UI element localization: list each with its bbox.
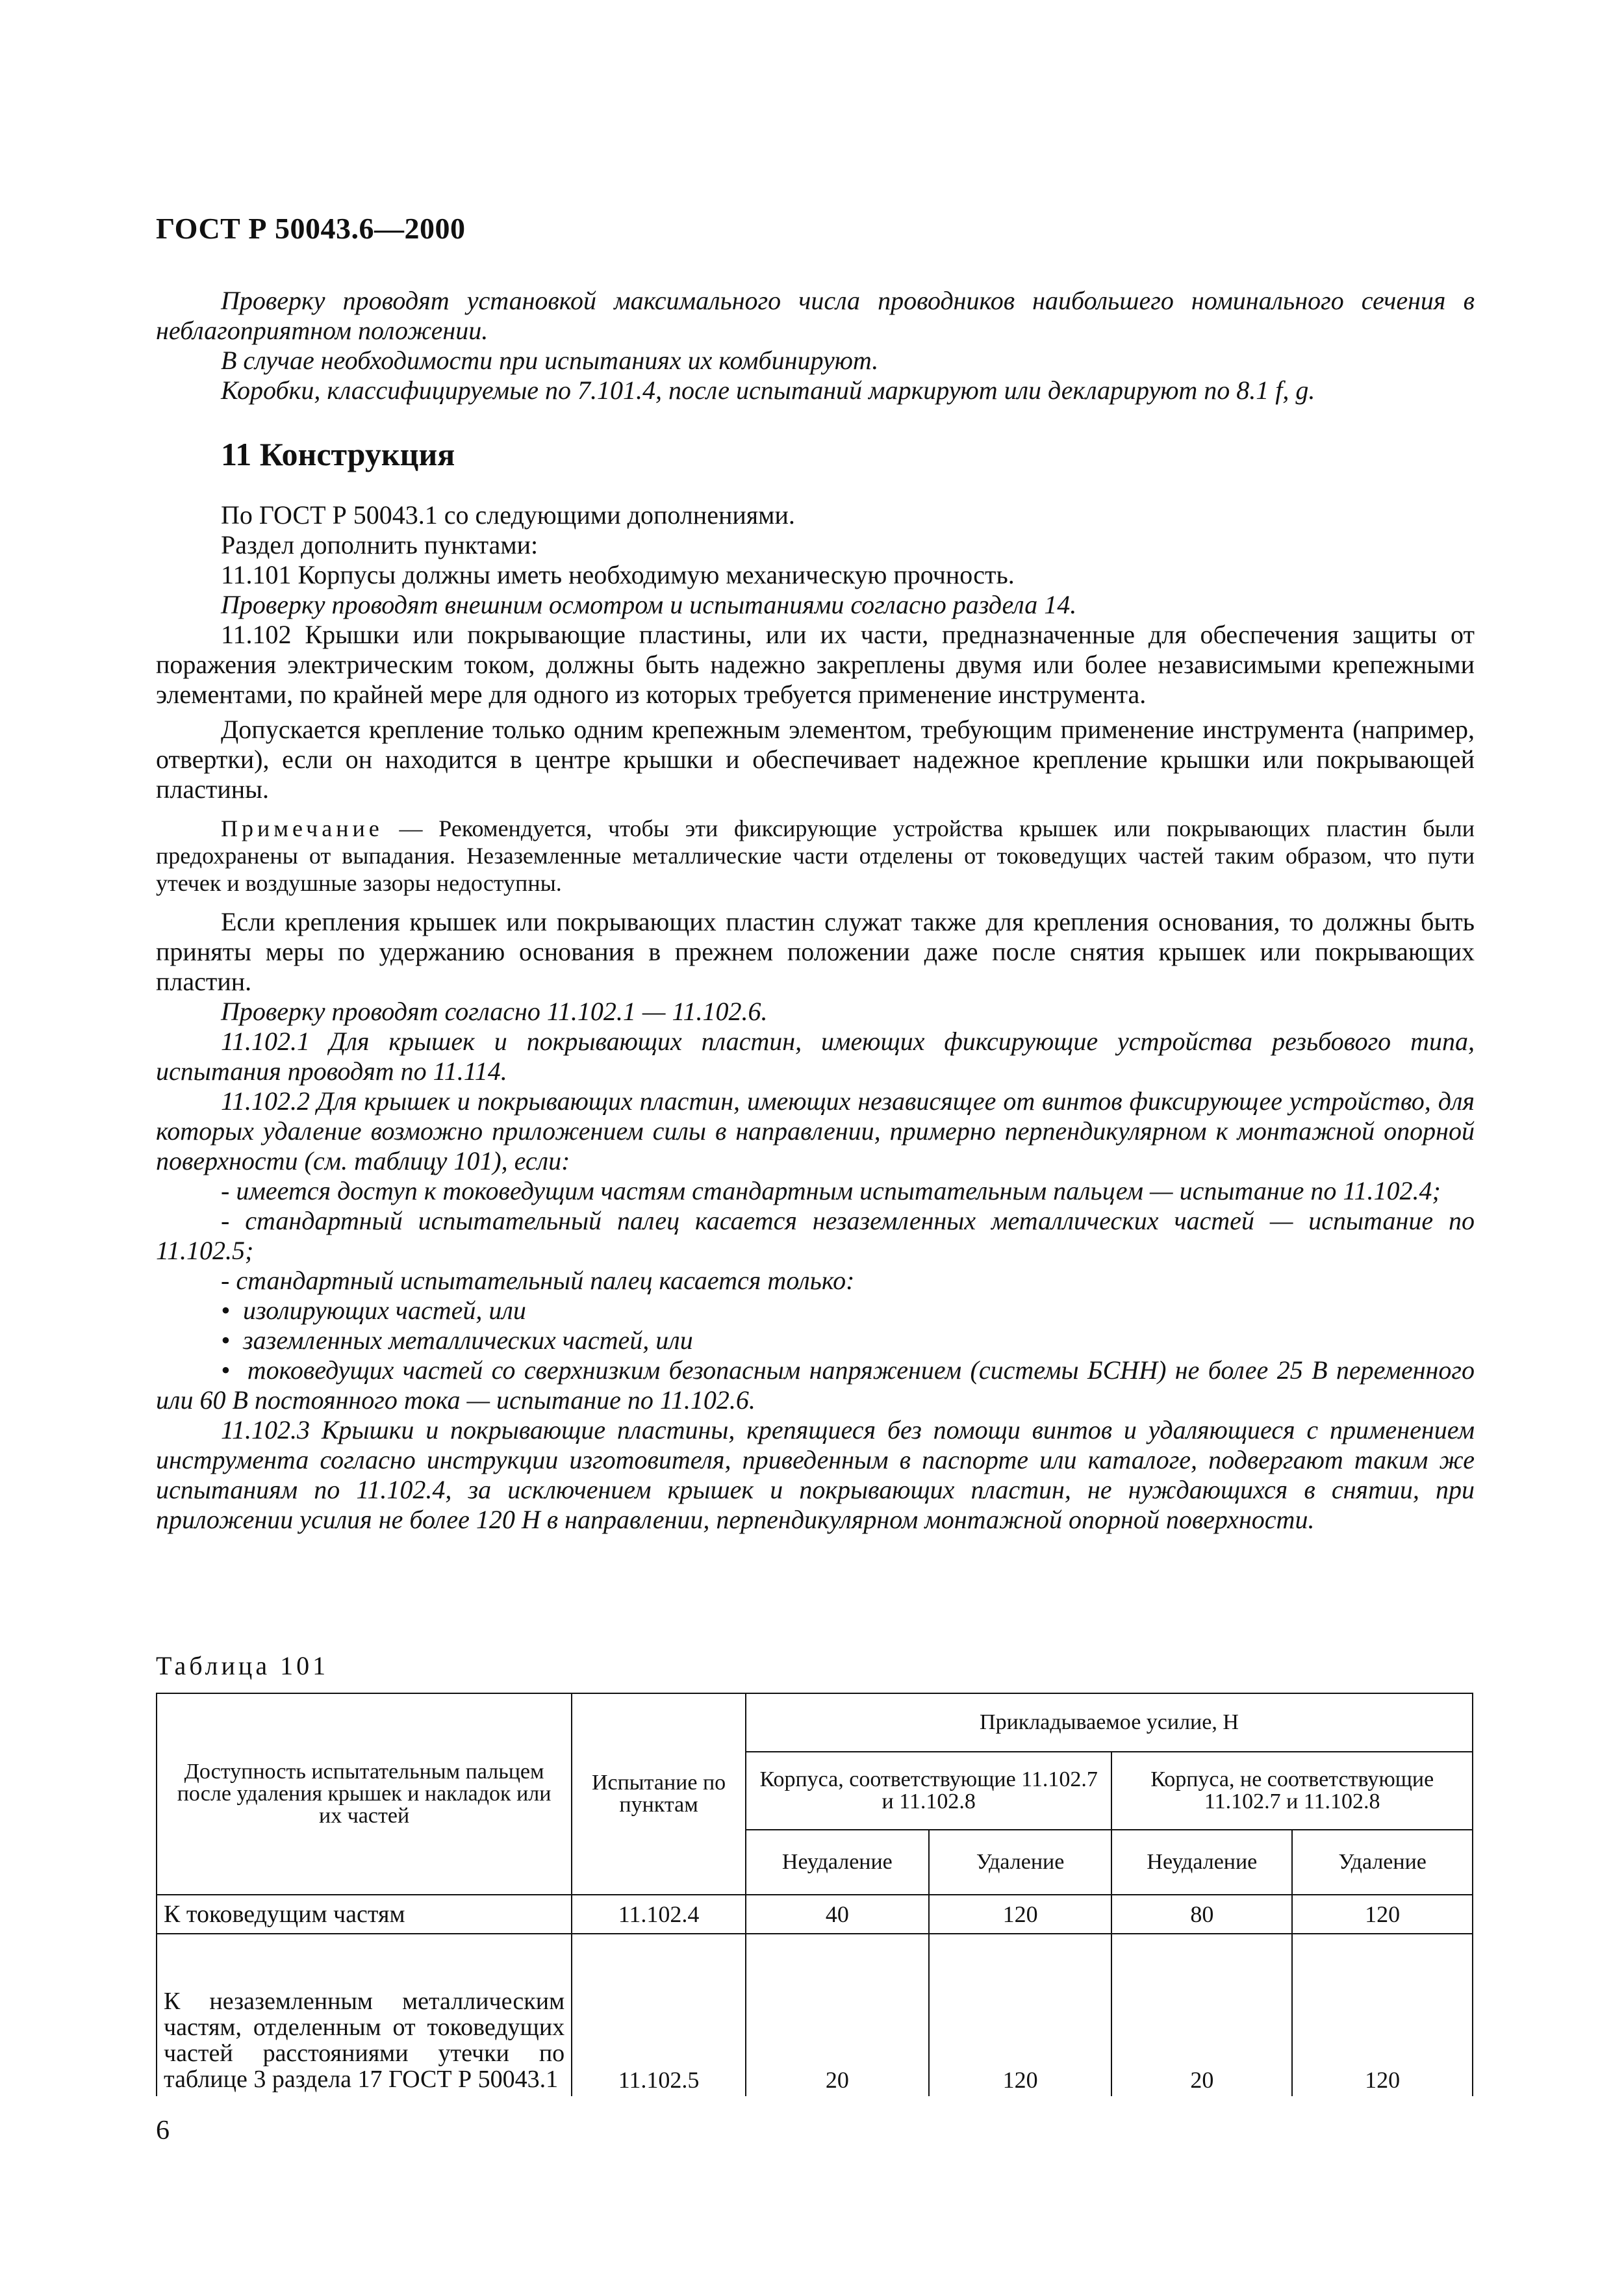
cell-test: 11.102.5 [572,1934,746,2096]
bullet-item [156,1355,1475,1415]
header-removal: Удаление [929,1830,1112,1895]
cell-test: 11.102.4 [572,1895,746,1934]
paragraph: По ГОСТ Р 50043.1 со следующими дополнениями. [221,500,795,530]
section-body [156,500,1475,1535]
table-row [157,1934,1473,2096]
table-caption: Таблица 101 [156,1651,329,1680]
paragraph: 11.102.3 Крышки и покрывающие пластины, крепящиеся без помощи винтов и удаляющиеся с применением инструмента согласно инструкции изготовителя, приведенным в паспорте или каталоге, подвергают таким же испытаниям по 11.102.4, за исключением крышек и покрывающих пластин, не нуждающихся в снятии, при приложении усилия не более 120 Н в направлении, перпендикулярном монтажной опорной поверхности. [156,1415,1475,1534]
intro-paragraph: Коробки, классифицируемые по 7.101.4, после испытаний маркируют или декларируют по 8.1 f, g. [221,376,1315,405]
intro-paragraph: В случае необходимости при испытаниях их комбинируют. [221,346,879,375]
cell-value: 120 [1292,1895,1473,1934]
page-number: 6 [156,2116,170,2146]
dash-item: - имеется доступ к токоведущим частям стандартным испытательным пальцем — испытание по 11.102.4; [221,1176,1441,1205]
header-group-noncompliant: Корпуса, не соответствующие 11.102.7 и 11.102.8 [1111,1752,1473,1830]
paragraph: 11.102.2 Для крышек и покрывающих пластин, имеющих независящее от винтов фиксирующее устройство, для которых удаление возможно приложением силы в направлении, примерно перпендикулярном к монтажной опорной поверхности (см. таблицу 101), если: [156,1086,1475,1175]
bullet-text: заземленных металлических частей, или [243,1326,693,1355]
paragraph: Проверку проводят внешним осмотром и испытаниями согласно раздела 14. [221,590,1077,619]
cell-value: 80 [1111,1895,1292,1934]
section-title: 11 Конструкция [221,436,455,472]
paragraph: 11.102 Крышки или покрывающие пластины, или их части, предназначенные для обеспечения защиты от поражения электрическим током, должны быть надежно закреплены двумя или более независимыми крепежными элементами, по крайней мере для одного из которых требуется применение инструмента. [156,620,1475,709]
header-group-compliant: Корпуса, соответствующие 11.102.7 и 11.102.8 [746,1752,1111,1830]
document-header: ГОСТ Р 50043.6—2000 [156,212,466,245]
dash-item: - стандартный испытательный палец касается только: [221,1266,855,1295]
table-row [157,1895,1473,1934]
bullet-item [156,1296,1475,1326]
table-header-row [157,1693,1473,1752]
header-access: Доступность испытательным пальцем после удаления крышек и накладок или их частей [157,1693,572,1895]
bullet-text: изолирующих частей, или [243,1296,526,1325]
header-test: Испытание по пунктам [572,1693,746,1895]
cell-value: 20 [746,1934,929,2096]
intro-paragraph: Проверку проводят установкой максимального числа проводников наибольшего номинального сечения в неблагоприятном положении. [156,286,1475,345]
paragraph: Проверку проводят согласно 11.102.1 — 11.102.6. [221,997,768,1026]
header-non-removal: Неудаление [746,1830,929,1895]
header-non-removal: Неудаление [1111,1830,1292,1895]
cell-value: 120 [929,1895,1112,1934]
cell-access: К незаземленным металлическим частям, отделенным от токоведущих частей расстояниями утечки по таблице 3 раздела 17 ГОСТ Р 50043.1 [157,1934,572,2096]
header-removal: Удаление [1292,1830,1473,1895]
bullet-icon: • [221,1296,244,1325]
note-label: Примечание [221,815,383,841]
paragraph: 11.101 Корпусы должны иметь необходимую механическую прочность. [221,560,1015,589]
header-force: Прикладываемое усилие, Н [746,1693,1473,1752]
cell-access: К токоведущим частям [157,1895,572,1934]
cell-value: 20 [1111,1934,1292,2096]
bullet-icon: • [221,1355,247,1385]
table-101 [156,1693,1473,2096]
bullet-item [156,1326,1475,1355]
cell-value: 120 [1292,1934,1473,2096]
paragraph: Допускается крепление только одним крепежным элементом, требующим применение инструмента (например, отвертки), если он находится в центре крышки и обеспечивает надежное крепление крышки или покрывающей пластины. [156,715,1475,804]
bullet-text: токоведущих частей со сверхнизким безопасным напряжением (системы БСНН) не более 25 В переменного или 60 В постоянного тока — испытание по 11.102.6. [156,1355,1475,1415]
note-paragraph [156,815,1475,897]
intro-block [156,286,1475,405]
note-text: — Рекомендуется, чтобы эти фиксирующие устройства крышек или покрывающих пластин были предохранены от выпадания. Незаземленные металлические части отделены от токоведущих частей таким образом, что пути утечек и воздушные зазоры недоступны. [156,815,1475,896]
cell-value: 120 [929,1934,1112,2096]
paragraph: Раздел дополнить пунктами: [221,530,539,559]
paragraph: 11.102.1 Для крышек и покрывающих пластин, имеющих фиксирующие устройства резьбового типа, испытания проводят по 11.114. [156,1027,1475,1086]
dash-item: - стандартный испытательный палец касается незаземленных металлических частей — испытание по 11.102.5; [156,1206,1475,1265]
bullet-icon: • [221,1326,244,1355]
cell-value: 40 [746,1895,929,1934]
paragraph: Если крепления крышек или покрывающих пластин служат также для крепления основания, то должны быть приняты меры по удержанию основания в прежнем положении даже после снятия крышек или покрывающих пластин. [156,907,1475,996]
